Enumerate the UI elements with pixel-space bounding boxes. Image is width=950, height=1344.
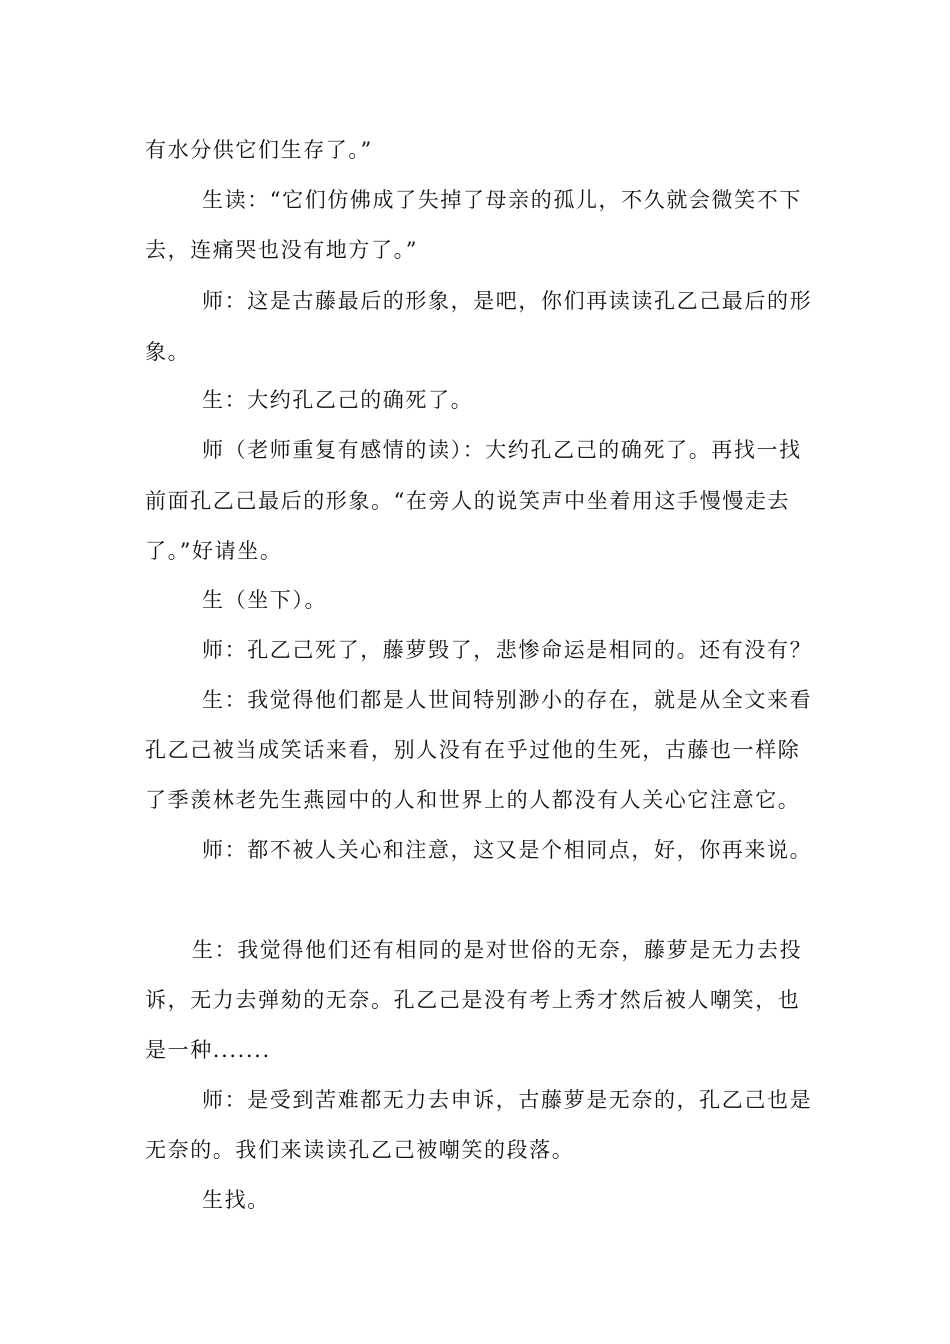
text-line: 生读：“它们仿佛成了失掉了母亲的孤儿，不久就会微笑不下 <box>202 188 802 212</box>
text-line: 孔乙己被当成笑话来看，别人没有在乎过他的生死，古藤也一样除 <box>145 738 801 762</box>
text-line: 师：孔乙己死了，藤萝毁了，悲惨命运是相同的。还有没有？ <box>202 638 813 662</box>
text-line: 象。 <box>145 340 191 364</box>
text-line: 生找。 <box>202 1188 270 1212</box>
text-line: 师：这是古藤最后的形象，是吧，你们再读读孔乙己最后的形 <box>202 289 813 313</box>
text-line: 有水分供它们生存了。” <box>145 138 373 162</box>
text-line: 师：都不被人关心和注意，这又是个相同点，好，你再来说。 <box>202 838 813 862</box>
text-line: 师：是受到苦难都无力去申诉，古藤萝是无奈的，孔乙己也是 <box>202 1088 813 1112</box>
text-line: 生：大约孔乙己的确死了。 <box>202 388 474 412</box>
text-line: 生（坐下）。 <box>202 588 328 612</box>
text-line: 诉，无力去弹劾的无奈。孔乙己是没有考上秀才然后被人嘲笑，也 <box>145 988 801 1012</box>
text-line: 是一种....... <box>145 1038 271 1062</box>
text-line: 了。”好请坐。 <box>145 539 283 563</box>
text-line: 生：我觉得他们还有相同的是对世俗的无奈，藤萝是无力去投 <box>192 938 803 962</box>
text-line: 生：我觉得他们都是人世间特别渺小的存在，就是从全文来看 <box>202 688 813 712</box>
text-line: 无奈的。我们来读读孔乙己被嘲笑的段落。 <box>145 1138 575 1162</box>
text-line: 了季羡林老先生燕园中的人和世界上的人都没有人关心它注意它。 <box>145 788 801 812</box>
text-line: 去，连痛哭也没有地方了。” <box>145 238 419 262</box>
text-line: 师（老师重复有感情的读）：大约孔乙己的确死了。再找一找 <box>202 438 802 462</box>
text-line: 前面孔乙己最后的形象。“在旁人的说笑声中坐着用这手慢慢走去 <box>145 489 791 513</box>
